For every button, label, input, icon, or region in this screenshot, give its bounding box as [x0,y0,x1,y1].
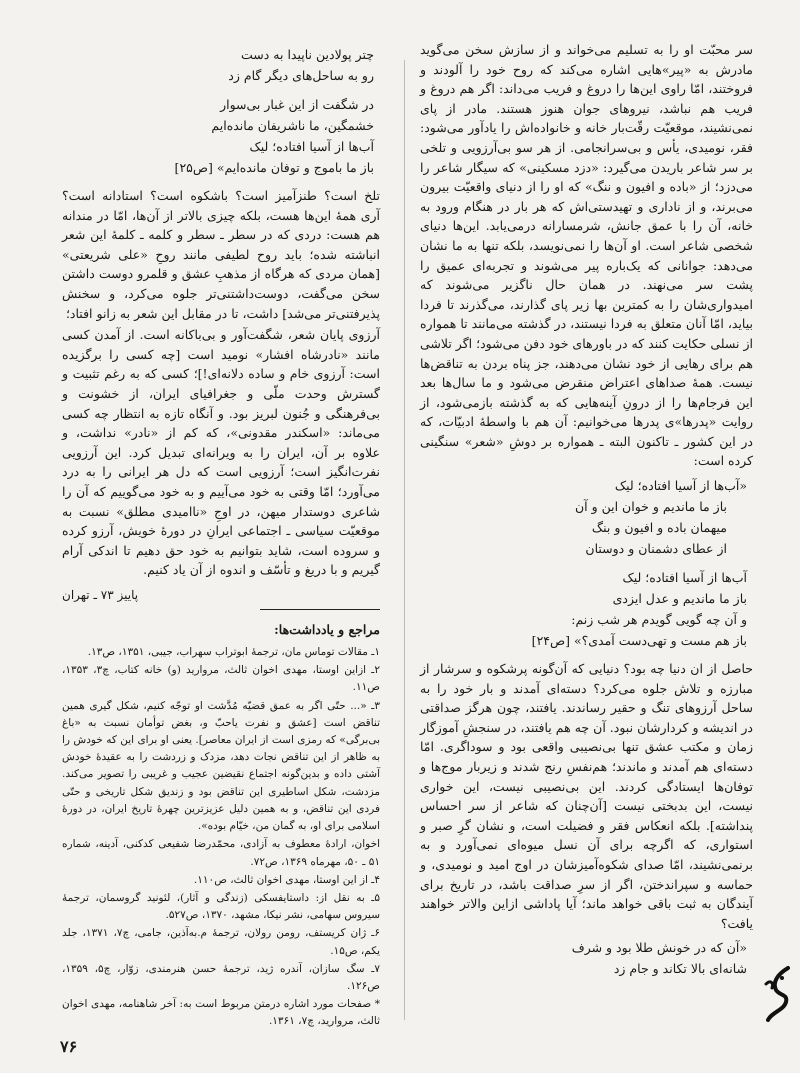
poem-line: «آب‌ها از آسیا افتاده؛ لیک [614,478,747,494]
reference-item: ۴ـ از این اوستا، مهدی اخوان ثالث، ص۱۱۰. [193,873,380,886]
references-title: مراجع و یادداشت‌ها: [274,622,380,638]
poem-block [62,94,380,178]
paragraph: حاصل از ان دنیا چه بود؟ دنیایی که آن‌گونه پرشکوه و سرشار از مبارزه و تلاش جلوه می‌کرد؟ دسته‌ای آمدند و بار خود را به ساحل آرزوهای تنگ و حقیر رساندند. یافتند، چون هرگز صداقتی در اندیشه و کردارشان نبود. آن چه هم یافتند، در سنجشِ آموزگار زمان و مکتب عشق تنها بی‌نصیبی واقعی بود و سوداگری. امّا دسته‌ای هم آمدند و ماندند؛ هم‌نفسِ رنج شدند و زیربار موج‌ها و توفان‌ها ایستادگی کردند. این بی‌نصیبی نیست، این خواری نیست، این بدبختی نیست [آن‌چنان که شاعر از سر احساس پنداشته]. بلکه انعکاس فقر و فضیلت است، و نشان گرِ صبر و استواری، که اگرچه برای آن نسل میوه‌ای نمی‌آورد و به برنمی‌نشیند، امّا صدای شکوه‌آمیزشان در اوج امید و نومیدی، و حماسه و سپراندختن، اگر از سرِ صداقت باشد، در تاریخ برای آیندگان به ثبت باقی خواهد ماند؛ آیا پاداشی ازاین والاتر خواهند یافت؟ [420,661,753,931]
column-divider [404,60,405,1020]
poem-line: باز ما باموج و توفان مانده‌ایم» [ص۲۵] [174,160,374,175]
poem-block [420,567,753,651]
poem-line: در شگفت از این غبار بی‌سوار [220,97,374,112]
poem-line: از عطای دشمنان و دوستان [585,541,727,557]
section-rule [260,609,380,610]
poem-line: باز ما ماندیم و خوان این و آن [574,499,727,515]
poem-line: «آن که در خونش طلا بود و شرف [571,940,747,956]
references-list [62,644,380,1030]
poem-block [420,475,753,559]
poem-line: باز ما ماندیم و عدل ایزدی [612,591,747,607]
reference-item: ۶ـ ژان کریستف، رومن رولان، ترجمهٔ م.به‌آذین، جامی، چ۷، ۱۳۷۱، جلد یکم، ص۱۵. [62,927,380,957]
poem-line: میهمان باده و افیون و بنگ [591,520,727,536]
page-number: ۷۶ [60,1037,78,1056]
paragraph: سر محبّت او را به تسلیم می‌خواند و از سازش سخن می‌گوید مادرش به «پیر»هایی اشاره می‌کند که روح خود را آلودند و فروختند، امّا راوی این‌ها را دروغ و فریب می‌داند: اگر هم دروغ و فریب هم نباشد، نیروهای جوان هنوز هستند. مادر از پای نمی‌نشیند، موقعیّت رقّت‌بار خانه و خانواده‌اش را یادآور می‌شود: فقر، نومیدی، یأس و بی‌سرانجامی. از هر سو بی‌آرزویی و تلخی بر سر شاعر باریدن می‌گیرد: «دزد مسکینی» که سیگار شاعر را می‌دزد؛ از «باده و افیون و ننگ» که او را از دنیای واقعیّت بیرون می‌برند، و از ناداری و تهیدستی‌اش که هر بار در هنگام ورود به خانه، آن را با عمق جانش، شرمسارانه درمی‌یابد. این‌ها دنیای شخصی شاعر است. او آن‌ها را نمی‌نویسد، بلکه تنها به ما نشان می‌دهد: جوانانی که یک‌باره پیر می‌شوند و تجربه‌ای عمیق را پشت سر می‌نهند. در همان حال ناگزیر می‌شوند که امیدواری‌شان را به کمترین بها زیر پای گذارند، می‌گذرند تا فردا بیاید، امّا آنان متعلق به فردا نیستند، در گذشته می‌مانند تا همواره از نسلی حکایت کنند که در باورهای خود دفن می‌شود؛ اگر تلاشی هم برای رهایی از خود نشان می‌دهند، جز پناه بردن به تناقض‌ها نیست. همهٔ صداهای اعتراض منقرض می‌شود و ما سال‌ها بعد این فرجام‌ها را از درونِ آینه‌هایی که به گذشته بازمی‌شود، از روایت «پدرها»ی پدرها می‌خوانیم: آن هم با واسطهٔ ادبیّات، که در این کشور ـ تاکنون البته ـ همواره بر دوشِ «شعر» سنگینی کرده است: [420,42,753,469]
poem-block [62,44,380,86]
paragraph: تلخ است؟ طنزآمیز است؟ باشکوه است؟ استادانه است؟ آری همهٔ این‌ها هست، بلکه چیزی بالاتر از آن‌ها، امّا در مندانه هم هست: دردی که در سطر ـ سطر و کلمه ـ کلمهٔ این شعر انباشته شده؛ باید روح لطیفی مانند روحِ «علی شریعتی» [همان مردی که هرگاه از مذهبِ عشق و قلمرو دوست داشتن سخن می‌گفت، دوست‌داشتنی‌تر جلوه می‌کرد، و سخنش پذیرفتنی‌تر می‌شد] داشت، تا در مقابل این شعر به زانو افتاد؛ [62,188,380,321]
poem-line: آب‌ها از آسیا افتاده؛ لیک [249,139,374,154]
reference-item: اخوان، ارادهٔ معطوف به آزادی، محمّدرضا شفیعی کدکنی، آدینه، شماره ۵۱ ـ ۵۰، مهرماه ۱۳۶۹، ص۷۲. [62,838,380,868]
reference-item: ۵ـ به نقل از: داستایفسکی (زندگی و آثار)، لئونید گروسمان، ترجمهٔ سیروس سهامی، نشر نیکا، مشهد، ۱۳۷۰، ص۵۲۷. [62,891,380,922]
reference-item: ۳ـ «... حتّی اگر به عمق قضیّه مُدَّشت او توجّه کنیم، شکل گیری همین تناقض است [عشق و نفرت یاحبّ و، بغض توأمان نسبت به «باغ بی‌برگی» که رمزی است از ایران معاصر]. یعنی او برای این که خودش را به ظاهر از این تناقض نجات دهد، مزدک و زردشت را به عقیدهٔ خودش آشتی داده و بدین‌گونه اجتماع نقیضین عجیب و غریبی را تصویر می‌کند. مزدشت، شکل اساطیری این تناقض بود و زندیق شکل تاریخی و حتّی فردی این تناقض، و به همین دلیل عزیزترین چهرهٔ تاریخ ایران، در دورهٔ اسلامی برای او، به گمان من، خیّام بوده». [62,699,380,833]
right-column [420,40,753,987]
magazine-logo-icon [758,960,798,1030]
poem-block [420,937,753,979]
reference-item: ۲ـ ازاین اوستا، مهدی اخوان ثالث، مروارید (و) خانه کتاب، چ۳، ۱۳۵۳، ص۱۱. [62,664,380,694]
poem-line: رو به ساحل‌های دیگر گام زد [228,68,374,83]
dateline: پاییز ۷۳ ـ تهران [62,587,139,602]
left-column [62,40,380,1032]
poem-line: خشمگین، ما ناشریفان مانده‌ایم [211,118,374,133]
poem-line: و آن چه گویی گویدم هر شب زنم: [571,612,747,628]
poem-line: چتر پولادین ناپیدا به دست [241,47,374,62]
poem-line: آب‌ها از آسیا افتاده؛ لیک [622,570,747,586]
reference-item: * صفحات مورد اشاره درمتن مربوط است به: آخر شاهنامه، مهدی اخوان ثالث، مروارید، چ۷، ۱۳۶۱. [62,998,380,1028]
reference-item: ۱ـ مقالات توماس مان، ترجمهٔ ابوتراب سهراب، جیبی، ۱۳۵۱، ص۱۳. [87,646,380,659]
reference-item: ۷ـ سگ سازان، آندره ژید، ترجمهٔ حسن هنرمندی، زوّار، چ۵، ۱۳۵۹، ص۱۲۶. [62,962,380,992]
poem-line: باز هم مست و تهی‌دست آمدی؟» [ص۲۴] [531,633,747,649]
poem-line: شانه‌ای بالا تکاند و جام زد [613,961,747,977]
paragraph: آرزوی پایان شعر، شگفت‌آور و بی‌باکانه است. از آمدن کسی مانند «نادرشاه افشار» نومید است [چه کسی را برگزیده است: آرزوی خام و ساده دلانه‌ای!]؛ کسی که به رغم تثبیت و گسترش وحدت ملّی و جغرافیای ایران، از خشونت و بی‌فرهنگی و جُنون لبریز بود. و آنگاه تازه به انتظار چه کسی می‌ماند: «اسکندر مقدونی»، که کم از «نادر» نداشت، و علاوه بر آن، ایران را به ویرانه‌ای تبدیل کرد. این آرزویی نفرت‌انگیز است؛ آرزویی است که دل هر ایرانی را به درد می‌آورد؛ امّا وقتی به خود می‌آییم و به خود می‌گوییم که آن را شاعری دوستدار میهن، در اوجِ «ناامیدی مطلق» نسبت به موقعیّت سیاسی ـ اجتماعی ایرانِ در دورهٔ خویش، آرزو کرده و سروده است، شاید بتوانیم به خود حق دهیم تا اندکی آرام گیریم و با دریغ و تأسّف و اندوه از آن یاد کنیم. [62,327,380,578]
